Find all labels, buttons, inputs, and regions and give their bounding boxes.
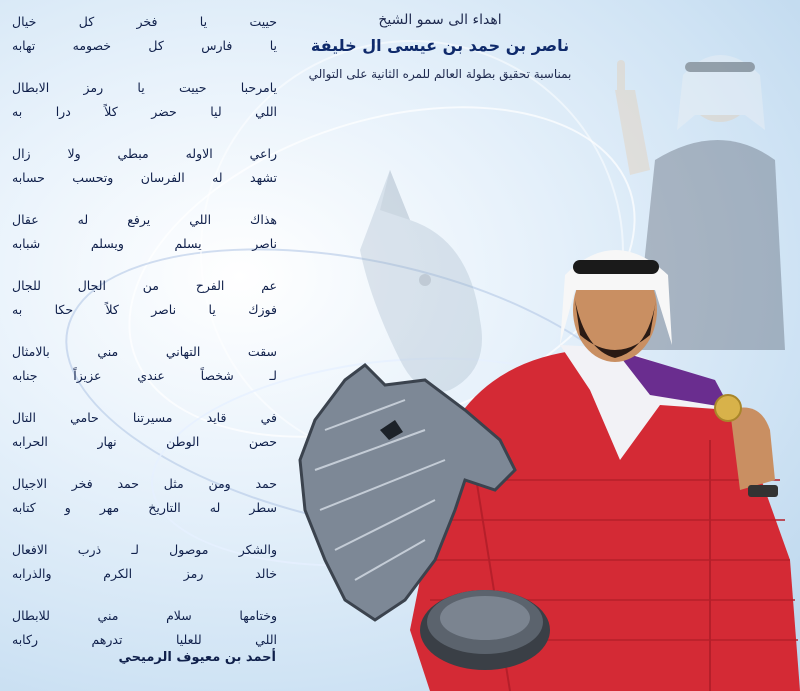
poem-verse: في قايد مسيرتنا حامي التال	[12, 410, 277, 425]
poem-verse: هذاك اللي يرفع له عقال	[12, 212, 277, 227]
poem-verse: عم الفرح من الجال للجال	[12, 278, 277, 293]
poem-verse: حييت يا فخر كل خيال	[12, 14, 277, 29]
dedication-header	[270, 8, 610, 81]
poem-verse: لـ شخصاً عندي عزيزاً جنابه	[12, 368, 277, 383]
dedication-line: اهداء الى سمو الشيخ	[378, 12, 502, 28]
poem-verse: ناصر يسلم ويسلم شبابه	[12, 236, 277, 251]
poem-stanza	[12, 76, 277, 124]
poem-verse: خالد رمز الكرم والذرابه	[12, 566, 277, 581]
poem-verse: تشهد له الفرسان وتحسب حسابه	[12, 170, 277, 185]
poem-verse: حمد ومن مثل حمد فخر الاجيال	[12, 476, 277, 491]
poem-verse: وختامها سلام مني للابطال	[12, 608, 277, 623]
poem-stanza	[12, 340, 277, 388]
horse-sculpture-trophy	[285, 360, 555, 680]
poem-verse: فوزك يا ناصر كلاً حكا به	[12, 302, 277, 317]
poem-verse: راعي الاوله مبطي ولا زال	[12, 146, 277, 161]
poet-signature: أحمد بن معيوف الرميحي	[118, 650, 276, 665]
poem-verse: يامرحبا حييت يا رمز الابطال	[12, 80, 277, 95]
poem-stanza	[12, 208, 277, 256]
poem-verse: والشكر موصول لـ ذرب الافعال	[12, 542, 277, 557]
poem-stanza	[12, 406, 277, 454]
honoree-name: ناصر بن حمد بن عيسى ال خليفة	[310, 36, 570, 55]
poem-stanza	[12, 142, 277, 190]
poem-stanza	[12, 274, 277, 322]
poem-verse: اللي للعليا تدرهم ركابه	[12, 632, 277, 647]
occasion-line: بمناسبة تحقيق بطولة العالم للمره الثانية على التوالي	[308, 67, 572, 81]
poem-verse: يا فارس كل خصومه تهابه	[12, 38, 277, 53]
poem	[12, 10, 277, 670]
poem-stanza	[12, 10, 277, 58]
poem-stanza	[12, 538, 277, 586]
poem-verse: سطر له التاريخ مهر و كتابه	[12, 500, 277, 515]
poem-verse: سقت التهاني مني بالامثال	[12, 344, 277, 359]
poem-stanza	[12, 604, 277, 652]
poem-verse: حصن الوطن نهار الحرابه	[12, 434, 277, 449]
poem-stanza	[12, 472, 277, 520]
poem-verse: اللي ليا حضر كلاً درا به	[12, 104, 277, 119]
